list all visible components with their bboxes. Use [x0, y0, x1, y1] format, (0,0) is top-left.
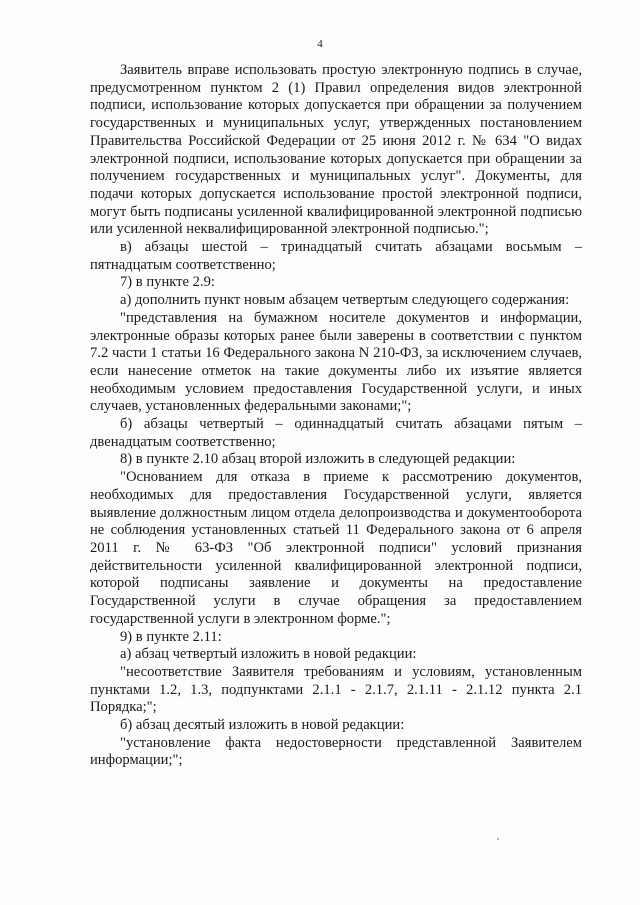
paragraph: "представления на бумажном носителе документов и информации, электронные образы которых ранее были заверены в соответствии с пунктом 7.2 части 1 статьи 16 Федерального закона N 210-ФЗ, за исключением случаев, если нанесение отметок на такие документы либо их изъятие является необходимым условием предоставления Государственной услуги, и иных случаев, установленных федеральными законами;";	[90, 309, 582, 415]
paragraph: Заявитель вправе использовать простую электронную подпись в случае, предусмотренном пунктом 2 (1) Правил определения видов электронной подписи, использование которых допускается при обращении за получением государственных и муниципальных услуг, утвержденных постановлением Правительства Российской Федерации от 25 июня 2012 г. № 634 "О видах электронной подписи, использование которых допускается при обращении за получением государственных и муниципальных услуг". Документы, для подачи которых допускается использование простой электронной подписи, могут быть подписаны усиленной квалифицированной электронной подписью или усиленной неквалифицированной электронной подписью.";	[90, 62, 582, 238]
paragraph: в) абзацы шестой – тринадцатый считать абзацами восьмым – пятнадцатым соответственно;	[90, 239, 582, 273]
paragraph: б) абзацы четвертый – одиннадцатый считать абзацами пятым – двенадцатым соответственно;	[90, 416, 582, 450]
document-body	[90, 62, 582, 770]
page-number: 4	[317, 38, 323, 50]
paragraph: "Основанием для отказа в приеме к рассмотрению документов, необходимых для предоставления Государственной услуги, является выявление должностным лицом отдела делопроизводства и документооборота не соблюдения установленных статьей 11 Федерального закона от 6 апреля 2011 г. № 63-ФЗ "Об электронной подписи" условий признания действительности усиленной квалифицированной электронной подписи, которой подписаны заявление и документы на предоставление Государственной услуги в случае обращения за предоставлением государственной услуги в электронном форме.";	[90, 469, 582, 627]
paragraph: 8) в пункте 2.10 абзац второй изложить в следующей редакции:	[120, 451, 516, 468]
scan-speck	[497, 838, 499, 840]
paragraph: а) абзац четвертый изложить в новой редакции:	[120, 646, 417, 663]
paragraph: "несоответствие Заявителя требованиям и условиям, установленным пунктами 1.2, 1.3, подпунктами 2.1.1 - 2.1.7, 2.1.11 - 2.1.12 пункта 2.1 Порядка;";	[90, 663, 582, 716]
paragraph: 9) в пункте 2.11:	[120, 628, 222, 645]
paragraph: б) абзац десятый изложить в новой редакции:	[120, 717, 405, 734]
paragraph: а) дополнить пункт новым абзацем четвертым следующего содержания:	[120, 292, 570, 309]
paragraph: 7) в пункте 2.9:	[120, 274, 215, 291]
paragraph: "установление факта недостоверности представленной Заявителем информации;";	[90, 734, 582, 769]
